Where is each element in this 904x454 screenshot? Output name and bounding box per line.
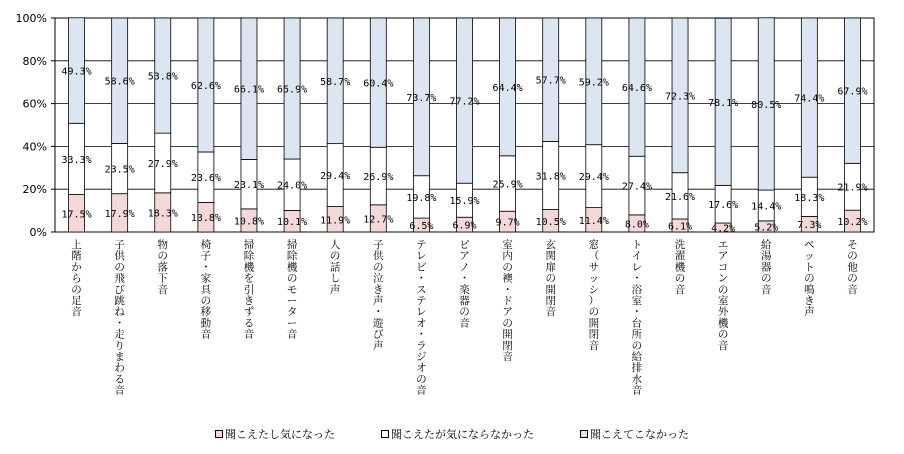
category-label-char: 濯	[674, 250, 686, 263]
data-label: 58.7%	[320, 76, 351, 88]
category-label-char: ピ	[459, 239, 470, 251]
category-label-char: 音	[416, 384, 427, 397]
category-label-char: の	[157, 250, 169, 263]
category-label-char: の	[200, 295, 212, 307]
category-label-char: ッ	[804, 250, 815, 263]
data-label: 23.6%	[190, 173, 221, 185]
data-label: 10.1%	[277, 217, 308, 229]
category-label-char: 開	[502, 328, 513, 341]
category-label-char: ビ	[416, 261, 427, 274]
category-label-char: 機	[286, 261, 298, 274]
category-label-char: ア	[502, 306, 513, 319]
category-label-char: ー	[286, 317, 298, 330]
category-label-char: 機	[674, 261, 686, 274]
category-label-char: 音	[760, 283, 772, 296]
category-label-char: 掃	[286, 239, 298, 251]
category-label-char: か	[71, 261, 82, 274]
data-label: 10.2%	[837, 217, 868, 229]
category-label-char: 音	[717, 339, 729, 352]
legend-swatch-1	[215, 430, 223, 438]
category-label-char: の	[502, 317, 513, 330]
data-label: 21.6%	[664, 191, 696, 203]
category-label-char: 器	[760, 261, 772, 274]
category-label-char: ド	[502, 295, 513, 307]
category-label-char: ア	[717, 250, 729, 263]
data-label: 9.7%	[495, 217, 520, 229]
data-label: 58.6%	[104, 76, 135, 88]
data-label: 21.9%	[837, 182, 868, 194]
data-label: 6.9%	[452, 220, 477, 232]
category-label-char: の	[502, 261, 513, 274]
category-label-char: 跳	[114, 295, 125, 307]
category-label-char: 音	[71, 306, 82, 319]
data-label: 5.2%	[754, 222, 779, 234]
data-label: 23.5%	[104, 164, 135, 176]
y-tick-label: 60%	[22, 97, 47, 111]
category-label-char: 器	[459, 295, 470, 307]
category-label-char: 台	[631, 317, 643, 330]
category-label-char: ー	[286, 295, 298, 307]
category-label-char: 音	[545, 306, 556, 319]
category-label-char: ト	[631, 239, 643, 251]
data-label: 6.1%	[667, 221, 693, 233]
category-label-char: レ	[631, 261, 643, 274]
category-label-char: 閉	[502, 339, 513, 352]
category-label-char: し	[329, 272, 341, 285]
category-label-char: ず	[243, 306, 255, 319]
data-label: 19.8%	[406, 192, 437, 204]
category-label-char: 具	[200, 283, 212, 296]
category-label-char: 閉	[545, 295, 556, 307]
category-label-char: ・	[631, 306, 643, 319]
category-label-char: シ	[588, 283, 600, 296]
category-label-char: ・	[114, 317, 125, 330]
legend-item-series-1	[215, 426, 335, 442]
data-label: 15.9%	[449, 196, 480, 208]
category-label-char: 移	[200, 306, 212, 319]
data-label: 60.4%	[363, 78, 394, 90]
category-label-char: ト	[804, 261, 815, 274]
category-label-char: ン	[717, 272, 729, 285]
category-label-char: 内	[502, 250, 513, 263]
category-label-char: の	[286, 272, 298, 285]
data-label: 29.4%	[320, 171, 351, 183]
data-label: 17.6%	[708, 200, 739, 212]
category-label-char: の	[416, 373, 427, 386]
legend	[0, 426, 904, 442]
category-label-char: ッ	[588, 272, 600, 285]
data-label: 77.2%	[449, 96, 480, 108]
legend-label-1: 聞こえたし気になった	[225, 428, 335, 441]
category-label-char: の	[329, 250, 341, 263]
data-label: 12.7%	[363, 214, 394, 226]
category-label-char: 話	[329, 261, 341, 274]
category-label-char: 閉	[588, 328, 600, 341]
category-label-char: 下	[157, 272, 169, 285]
category-label-char: び	[114, 283, 125, 296]
data-label: 57.7%	[535, 75, 566, 87]
category-label-char: 鳴	[804, 283, 815, 296]
y-tick-label: 100%	[15, 12, 47, 25]
category-label-char: 供	[373, 250, 384, 263]
category-label-char: 関	[545, 250, 556, 263]
data-label: 24.0%	[277, 180, 308, 192]
category-label-char: 洗	[674, 239, 686, 251]
category-label-char: ス	[416, 283, 427, 296]
category-label-char: オ	[416, 317, 427, 330]
data-label: 49.3%	[61, 66, 92, 78]
data-label: 7.3%	[797, 220, 822, 232]
category-label-char: イ	[631, 250, 643, 263]
category-label-char: 音	[588, 339, 600, 352]
category-label-char: の	[459, 306, 470, 319]
category-label-char: ・	[459, 272, 470, 285]
category-label-char: 外	[717, 306, 729, 319]
category-label-char: 子	[200, 250, 212, 263]
category-label-char: 家	[200, 272, 212, 285]
category-label-char: 音	[674, 283, 686, 296]
legend-label-3: 聞こえてこなかった	[590, 428, 689, 441]
category-label-char: テ	[416, 239, 427, 251]
data-label: 67.9%	[837, 86, 868, 98]
category-label-char: の	[847, 250, 858, 263]
category-label-char: ・	[373, 306, 384, 319]
data-label: 31.8%	[535, 171, 566, 183]
category-label-char: 物	[157, 239, 169, 251]
category-label-char: コ	[717, 261, 729, 274]
category-label-char: 浴	[631, 283, 643, 296]
category-label-char: （	[588, 250, 600, 263]
data-label: 78.1%	[708, 97, 739, 109]
data-label: 62.6%	[190, 80, 221, 92]
category-label-char: 階	[71, 250, 82, 263]
data-label: 64.4%	[492, 82, 523, 94]
category-label-char: 上	[71, 239, 82, 251]
category-label-char: 音	[243, 328, 255, 341]
category-label-char: 動	[200, 317, 212, 330]
category-label-char: ま	[114, 351, 125, 363]
category-label-char: ）	[588, 295, 600, 307]
category-label-char: 声	[804, 306, 815, 319]
category-label-char: 室	[502, 239, 513, 251]
category-label-char: ・	[631, 272, 643, 285]
category-label-char: 椅	[200, 239, 212, 251]
category-label-char: 楽	[459, 283, 470, 296]
category-label-char: の	[847, 272, 858, 285]
category-label-char: き	[373, 283, 384, 296]
category-label-char: 給	[631, 351, 643, 363]
data-label: 29.4%	[578, 172, 609, 184]
category-label-char: の	[114, 261, 125, 274]
category-label-char: り	[114, 339, 125, 352]
category-label-char: 水	[631, 373, 643, 386]
category-label-char: 機	[243, 261, 255, 274]
category-label-char: 給	[760, 239, 772, 251]
y-tick-label: 40%	[22, 140, 47, 154]
category-label-char: レ	[416, 250, 427, 263]
category-label-char: サ	[588, 261, 600, 274]
data-label: 23.1%	[233, 180, 265, 192]
category-label-char: ・	[200, 261, 212, 274]
category-label-char: ノ	[459, 261, 470, 274]
category-label-char: び	[373, 328, 384, 341]
legend-label-2: 聞こえたが気にならなかった	[391, 428, 534, 441]
category-label-char: 足	[71, 295, 82, 307]
data-label: 73.7%	[406, 92, 437, 104]
data-label: 10.5%	[535, 216, 566, 228]
category-label-char: き	[804, 295, 815, 307]
category-label-char: 所	[631, 328, 643, 341]
category-label-char: ・	[416, 272, 427, 285]
category-label-char: 掃	[243, 239, 255, 251]
y-tick-label: 0%	[29, 226, 47, 239]
data-label: 53.8%	[147, 71, 178, 83]
data-label: 80.5%	[751, 99, 782, 111]
category-label-char: の	[717, 283, 729, 296]
data-label: 14.4%	[751, 201, 782, 213]
legend-item-series-3	[580, 426, 689, 442]
category-label-char: 声	[329, 283, 341, 296]
category-label-char: 音	[200, 328, 212, 341]
data-label: 26.9%	[363, 172, 394, 184]
category-label-char: 走	[114, 328, 125, 341]
category-label-char: そ	[847, 239, 858, 251]
category-label-char: の	[717, 328, 729, 341]
category-label-char: テ	[416, 295, 427, 307]
category-label-char: ・	[416, 328, 427, 341]
category-label-char: 遊	[373, 317, 384, 330]
data-label: 18.3%	[147, 208, 178, 220]
data-label: 66.1%	[233, 84, 265, 96]
category-label-char: 機	[717, 317, 729, 330]
data-label: 27.9%	[147, 158, 178, 170]
category-label-char: ジ	[416, 351, 427, 363]
category-label-char: 人	[329, 239, 341, 251]
category-label-char: 扉	[545, 261, 556, 274]
data-label: 13.8%	[190, 213, 221, 225]
category-label-char: 湯	[760, 250, 772, 263]
category-label-char: ペ	[804, 239, 815, 251]
data-label: 33.3%	[61, 154, 92, 166]
category-label-char: 落	[157, 261, 169, 274]
category-label-char: 襖	[502, 272, 513, 285]
category-label-char: 声	[373, 339, 384, 352]
category-label-char: る	[114, 373, 125, 386]
category-label-char: 室	[631, 295, 643, 307]
category-label-char: 音	[114, 384, 125, 397]
data-label: 25.9%	[492, 179, 523, 191]
category-label-char: 除	[286, 250, 298, 263]
legend-item-series-2	[381, 426, 534, 442]
data-label: 11.9%	[320, 215, 351, 227]
category-label-char: る	[243, 317, 255, 330]
data-label: 64.6%	[621, 83, 652, 95]
data-label: 17.9%	[104, 208, 135, 220]
category-label-char: の	[545, 272, 556, 285]
category-label-char: 飛	[114, 272, 125, 285]
data-label: 74.4%	[794, 93, 825, 105]
category-label-char: 除	[243, 250, 255, 263]
category-label-char: ね	[114, 306, 125, 319]
data-label: 27.4%	[621, 181, 652, 193]
category-label-char: 開	[588, 317, 600, 330]
category-label-char: 音	[286, 328, 298, 341]
category-label-char: 排	[631, 362, 643, 375]
data-label: 11.4%	[578, 215, 609, 227]
category-label-char: 音	[847, 283, 858, 296]
category-label-char: タ	[286, 306, 298, 319]
category-label-char: ア	[459, 250, 470, 263]
category-label-char: 玄	[545, 239, 556, 251]
legend-swatch-2	[381, 430, 389, 438]
category-label-char: 泣	[373, 272, 384, 285]
category-label-char: オ	[416, 362, 427, 375]
data-label: 10.8%	[233, 216, 265, 228]
category-label-char: エ	[717, 239, 729, 251]
category-label-char: の	[760, 272, 772, 285]
category-label-char: 開	[545, 283, 556, 296]
category-label-char: 音	[157, 283, 169, 296]
category-label-char: 声	[373, 295, 384, 307]
category-label-char: 音	[502, 351, 513, 363]
data-label: 65.9%	[277, 84, 308, 96]
category-label-char: 音	[631, 384, 643, 397]
category-label-char: 子	[114, 239, 125, 251]
category-label-char: 室	[717, 295, 729, 307]
category-label-char: の	[71, 283, 82, 296]
y-tick-label: 20%	[22, 183, 47, 197]
data-label: 59.2%	[578, 77, 609, 89]
data-label: 4.2%	[711, 223, 736, 235]
category-label-char: レ	[416, 306, 427, 319]
category-label-char: の	[588, 306, 600, 319]
legend-swatch-3	[580, 430, 588, 438]
category-label-char: モ	[286, 283, 298, 296]
category-label-char: 引	[243, 283, 255, 296]
data-label: 72.3%	[664, 91, 696, 103]
category-label-char: の	[674, 272, 686, 285]
data-label: 8.0%	[624, 219, 649, 231]
data-label: 6.5%	[409, 221, 434, 233]
data-label: 17.5%	[61, 209, 92, 221]
category-label-char: を	[243, 272, 255, 285]
category-label-char: の	[631, 339, 643, 352]
category-label-char: 音	[459, 317, 470, 330]
category-label-char: 他	[847, 261, 858, 274]
data-label: 18.3%	[794, 192, 825, 204]
category-label-char: き	[243, 295, 255, 307]
category-label-char: 供	[114, 250, 125, 263]
category-label-char: の	[373, 261, 384, 274]
y-tick-label: 80%	[22, 54, 47, 68]
category-label-char: 窓	[588, 239, 600, 251]
category-label-char: わ	[114, 362, 125, 375]
category-label-char: ラ	[416, 339, 427, 352]
category-label-char: ・	[502, 283, 513, 296]
category-label-char: ら	[71, 272, 82, 285]
category-label-char: の	[804, 272, 815, 285]
category-label-char: 子	[373, 239, 384, 251]
